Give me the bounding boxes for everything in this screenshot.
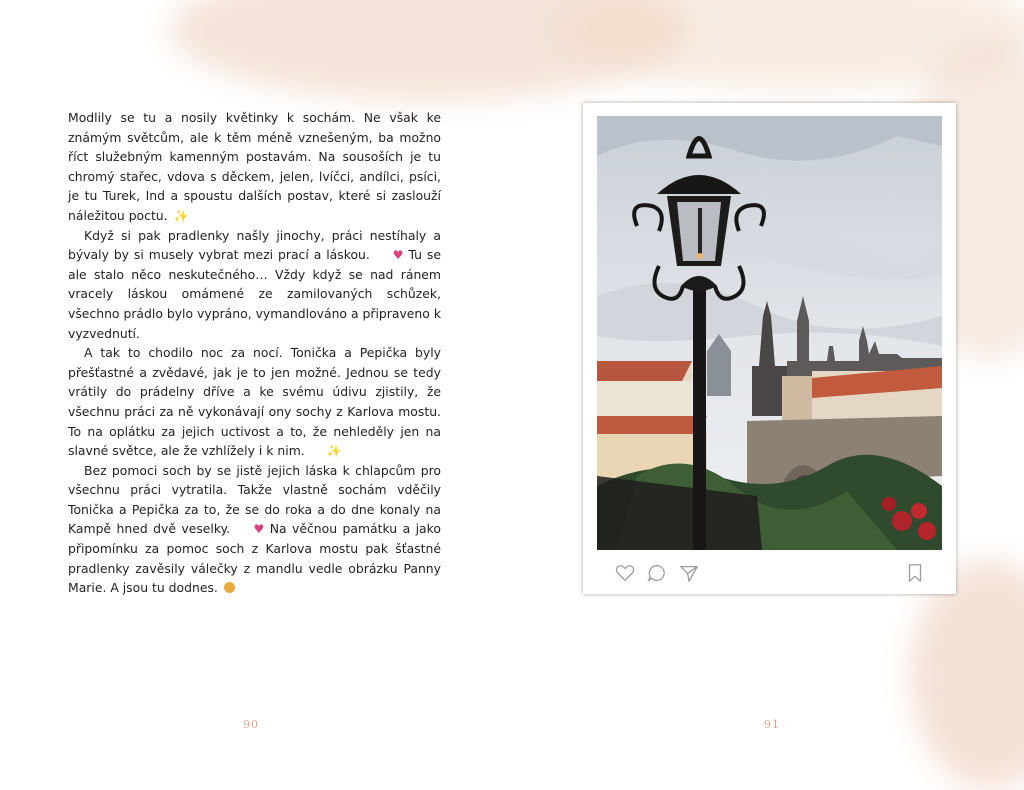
heart-emoji: ♥	[392, 248, 404, 263]
page-number-right: 91	[764, 718, 780, 731]
like-heart-icon[interactable]	[614, 562, 636, 584]
comment-bubble-icon[interactable]	[646, 562, 668, 584]
page-number-left: 90	[243, 718, 259, 731]
paragraph-2: Když si pak pradlenky našly jinochy, práci nestíhaly a bývaly by si musely vybrat mezi prací a láskou. ♥ Tu se ale stalo něco neskutečného… Vždy když se nad ránem vracely láskou omámené ze zamilovaných schůzek, všechno prádlo bylo vypráno, vymandlováno a připraveno k vyzvednutí.	[68, 227, 441, 341]
watercolor-wash-top-right	[560, 0, 1024, 90]
paragraph-3: A tak to chodilo noc za nocí. Tonička a Pepička byly přešťastné a zvědavé, jak je to jen možné. Jednou se tedy vrátily do prádelny dříve a ke svému údivu zjistily, že všechnu práci za ně vykonávají ony sochy z Karlova mostu. To na oplátku za jejich uctivost a to, že nehleděly jen na slavné světce, ale že vzhlížely i k nim. ✨	[68, 345, 441, 459]
sparkles-emoji: ✨	[326, 444, 342, 459]
smile-emoji	[224, 582, 235, 593]
story-text	[68, 108, 441, 598]
heart-emoji: ♥	[253, 522, 265, 537]
watercolor-wash-top	[170, 0, 690, 100]
paragraph-4: Bez pomoci soch by se jistě jejich láska k chlapcům pro všechnu práci vytratila. Takže vlastně sochám vděčily Tonička a Pepička za to, že se do roka a do dne konaly na Kampě hned dvě veselky. ♥ Na věčnou památku a jako připomínku za pomoc soch z Karlova mostu pak šťastné pradlenky zavěsily válečky z mandlu vedle obrázku Panny Marie. A jsou tu dodnes.	[68, 462, 441, 596]
sparkles-emoji: ✨	[173, 208, 189, 223]
paragraph-1: Modlily se tu a nosily květinky k sochám. Ne však ke známým světcům, ale k těm méně vznešeným, ba možno říct služebným kamenným postavám. Na sousoších je tu chromý stařec, vdova s děckem, jelen, lvíčci, andílci, psíci, je tu Turek, Ind a spoustu dalších postav, které si zaslouží náležitou poctu. ✨	[68, 110, 441, 223]
bookmark-icon[interactable]	[904, 562, 926, 584]
watercolor-wash-bottom-right	[910, 560, 1024, 790]
prague-street-lamp-photo	[597, 116, 942, 550]
share-send-icon[interactable]	[678, 562, 700, 584]
instagram-post-card	[583, 103, 956, 594]
